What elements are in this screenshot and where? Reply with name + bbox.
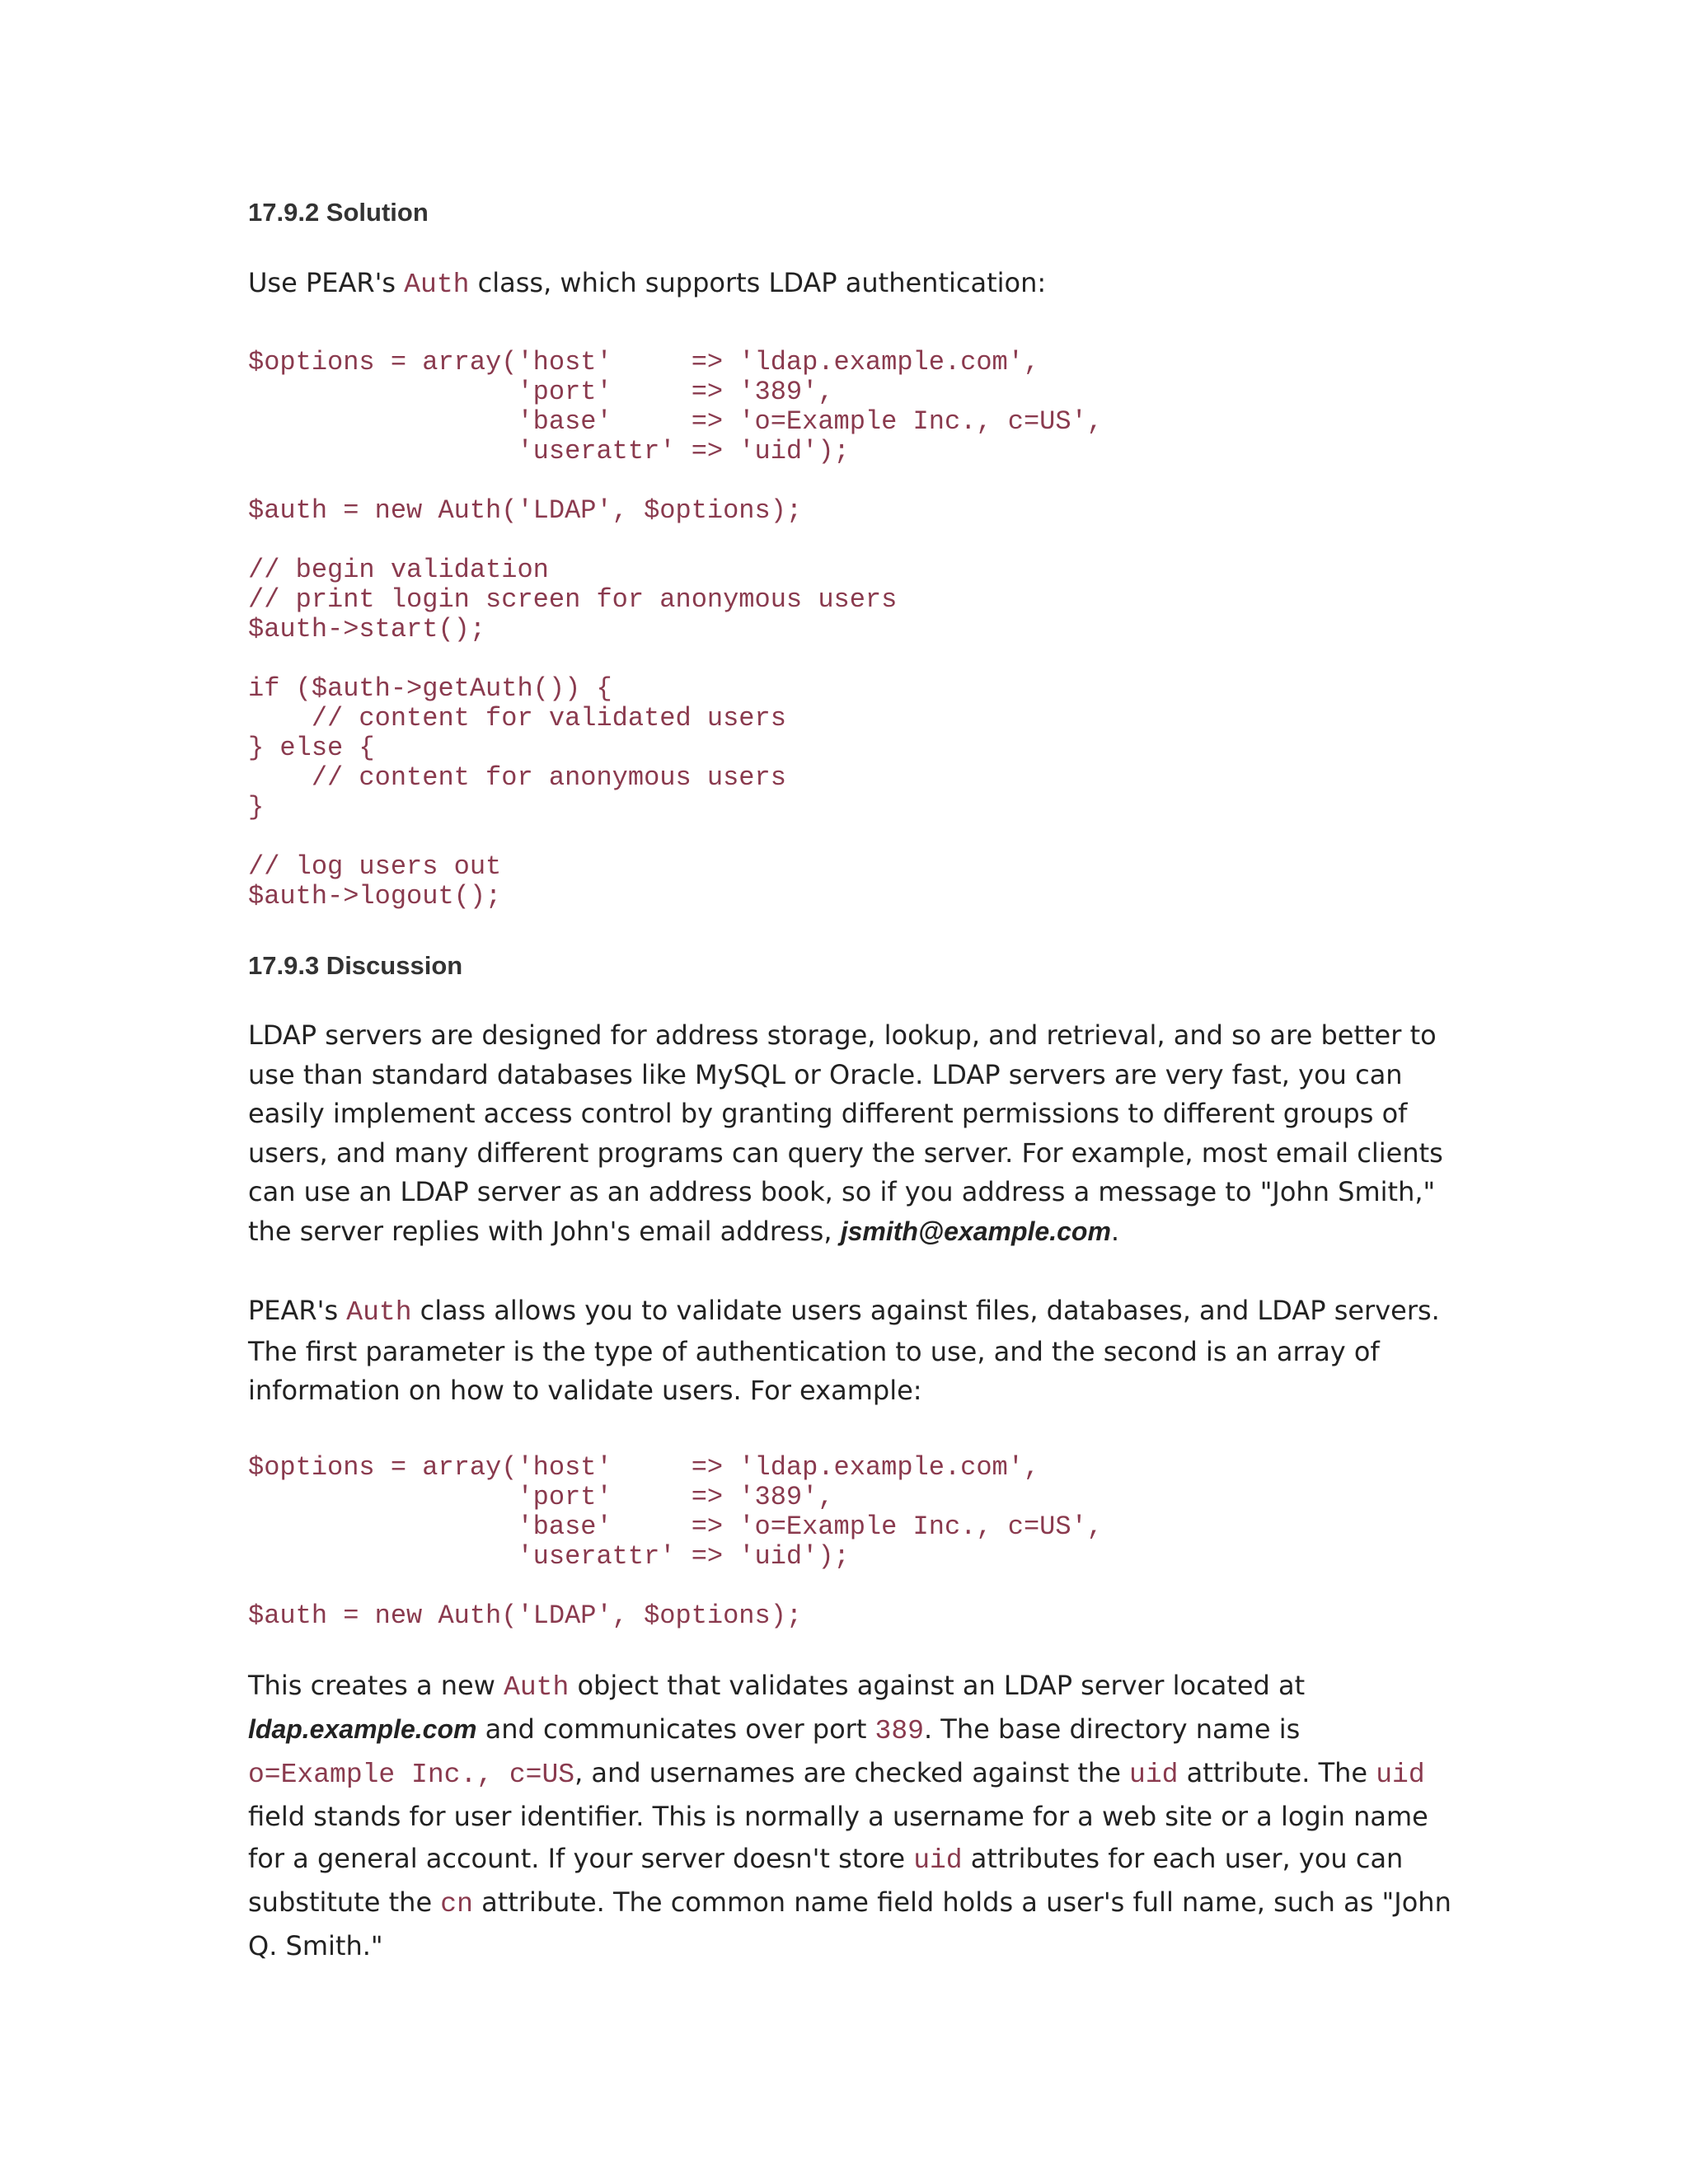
p3-text: attribute. The common name field holds a user's full name, such as "John Q. Smith." xyxy=(248,1886,1451,1961)
inline-code-uid: uid xyxy=(1376,1760,1425,1790)
p1-text: LDAP servers are designed for address storage, lookup, and retrieval, and so are better to use than standard databases like MySQL or Oracle. LDAP servers are very fast, you can easily implement access control by granting different permissions to different groups of users, and many different programs can query the server. For example, most email clients can use an LDAP server as an address book, so if you address a message to "John Smith," the server replies with John's email address, xyxy=(248,1019,1443,1247)
p3-text: field stands for user identifier. This is normally a username for a web site or a login name for a general account. If your server doesn't store xyxy=(248,1801,1428,1874)
solution-intro xyxy=(248,264,1451,305)
intro-text-after: class, which supports LDAP authentication: xyxy=(469,267,1047,298)
inline-code-auth: Auth xyxy=(504,1672,570,1703)
p2-text-before: PEAR's xyxy=(248,1295,347,1326)
p2-text-after: class allows you to validate users against files, databases, and LDAP servers. The first parameter is the type of authentication to use, and the second is an array of information on how to validate users. For example: xyxy=(248,1295,1440,1406)
p3-text: . The base directory name is xyxy=(923,1713,1301,1745)
inline-code-port: 389 xyxy=(874,1716,924,1746)
p3-text: This creates a new xyxy=(248,1670,504,1701)
discussion-paragraph-2 xyxy=(248,1291,1451,1411)
inline-code-auth: Auth xyxy=(346,1297,412,1328)
inline-code-base-dn: o=Example Inc., c=US xyxy=(248,1760,575,1790)
inline-code-auth: Auth xyxy=(404,269,470,300)
intro-text-before: Use PEAR's xyxy=(248,267,405,298)
p3-text: and communicates over port xyxy=(476,1713,875,1745)
p3-text: , and usernames are checked against the xyxy=(574,1757,1130,1788)
p1-end: . xyxy=(1110,1215,1120,1247)
p3-text: object that validates against an LDAP server located at xyxy=(569,1670,1306,1701)
discussion-heading: 17.9.3 Discussion xyxy=(248,951,463,980)
solution-heading: 17.9.2 Solution xyxy=(248,198,429,227)
discussion-paragraph-3 xyxy=(248,1665,1451,1967)
p3-text: attribute. The xyxy=(1178,1757,1376,1788)
solution-code-block: $options = array('host' => 'ldap.example.com', 'port' => '389', 'base' => 'o=Example Inc., c=US', 'userattr' => 'uid'); $auth = new Auth('LDAP', $options); // begin validation // print login screen for anonymous users $auth->start(); if ($auth->getAuth()) { // content for validated users } else { // content for anonymous users } // log users out $auth->logout(); xyxy=(248,347,1103,912)
inline-code-uid: uid xyxy=(913,1845,963,1876)
discussion-paragraph-1 xyxy=(248,1016,1451,1251)
discussion-code-block: $options = array('host' => 'ldap.example.com', 'port' => '389', 'base' => 'o=Example Inc., c=US', 'userattr' => 'uid'); $auth = new Auth('LDAP', $options); xyxy=(248,1452,1103,1631)
inline-code-uid: uid xyxy=(1129,1760,1179,1790)
inline-code-cn: cn xyxy=(440,1889,473,1919)
p3-text: attributes for each user, you can substitute the xyxy=(248,1843,1404,1918)
host-name: ldap.example.com xyxy=(248,1714,477,1744)
email-address: jsmith@example.com xyxy=(840,1216,1111,1246)
